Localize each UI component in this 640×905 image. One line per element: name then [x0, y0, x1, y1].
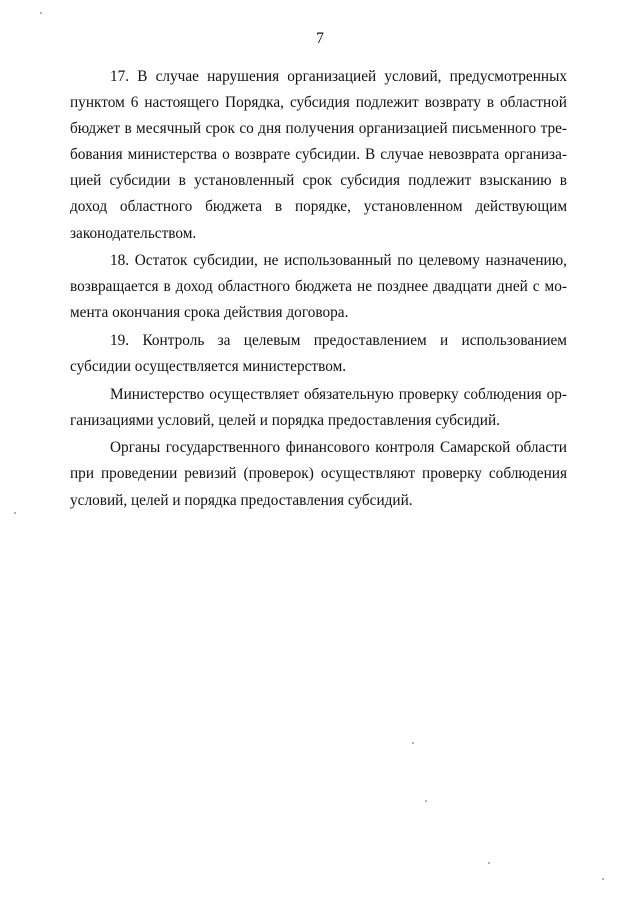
- scan-speck: [425, 800, 427, 802]
- scan-speck: [14, 512, 16, 514]
- paragraph-ministry-inspection: Министерство осуществляет обязательную проверку соблюдения организациями условий, целей и порядка предоставления субсидий.: [70, 385, 567, 429]
- paragraph-17: 17. В случае нарушения организацией условий, предусмотренных пунктом 6 настоящего Порядка, субсидия подлежит возврату в областной бюджет в месячный срок со дня получения организацией письменного требования министерства о возврате субсидии. В случае невозврата организацией субсидии в установленный срок субсидия подлежит взысканию в доход областного бюджета в порядке, установленном действующим законодательством.: [70, 68, 567, 242]
- document-body: [70, 64, 567, 514]
- page-number: 7: [316, 30, 324, 47]
- paragraph-financial-control: Органы государственного финансового контроля Самарской области при проведении ревизий (проверок) осуществляют проверку соблюдения условий, целей и порядка предоставления субсидий.: [70, 439, 567, 509]
- paragraph-19: 19. Контроль за целевым предоставлением и использованием субсидии осуществляется министерством.: [70, 331, 567, 376]
- scan-speck: [412, 742, 414, 744]
- scan-speck: [488, 862, 490, 864]
- scan-speck: [40, 12, 42, 14]
- scan-speck: [602, 878, 604, 880]
- paragraph-18: 18. Остаток субсидии, не использованный по целевому назначению, возвращается в доход областного бюджета не позднее двадцати дней с момента окончания срока действия договора.: [70, 252, 567, 322]
